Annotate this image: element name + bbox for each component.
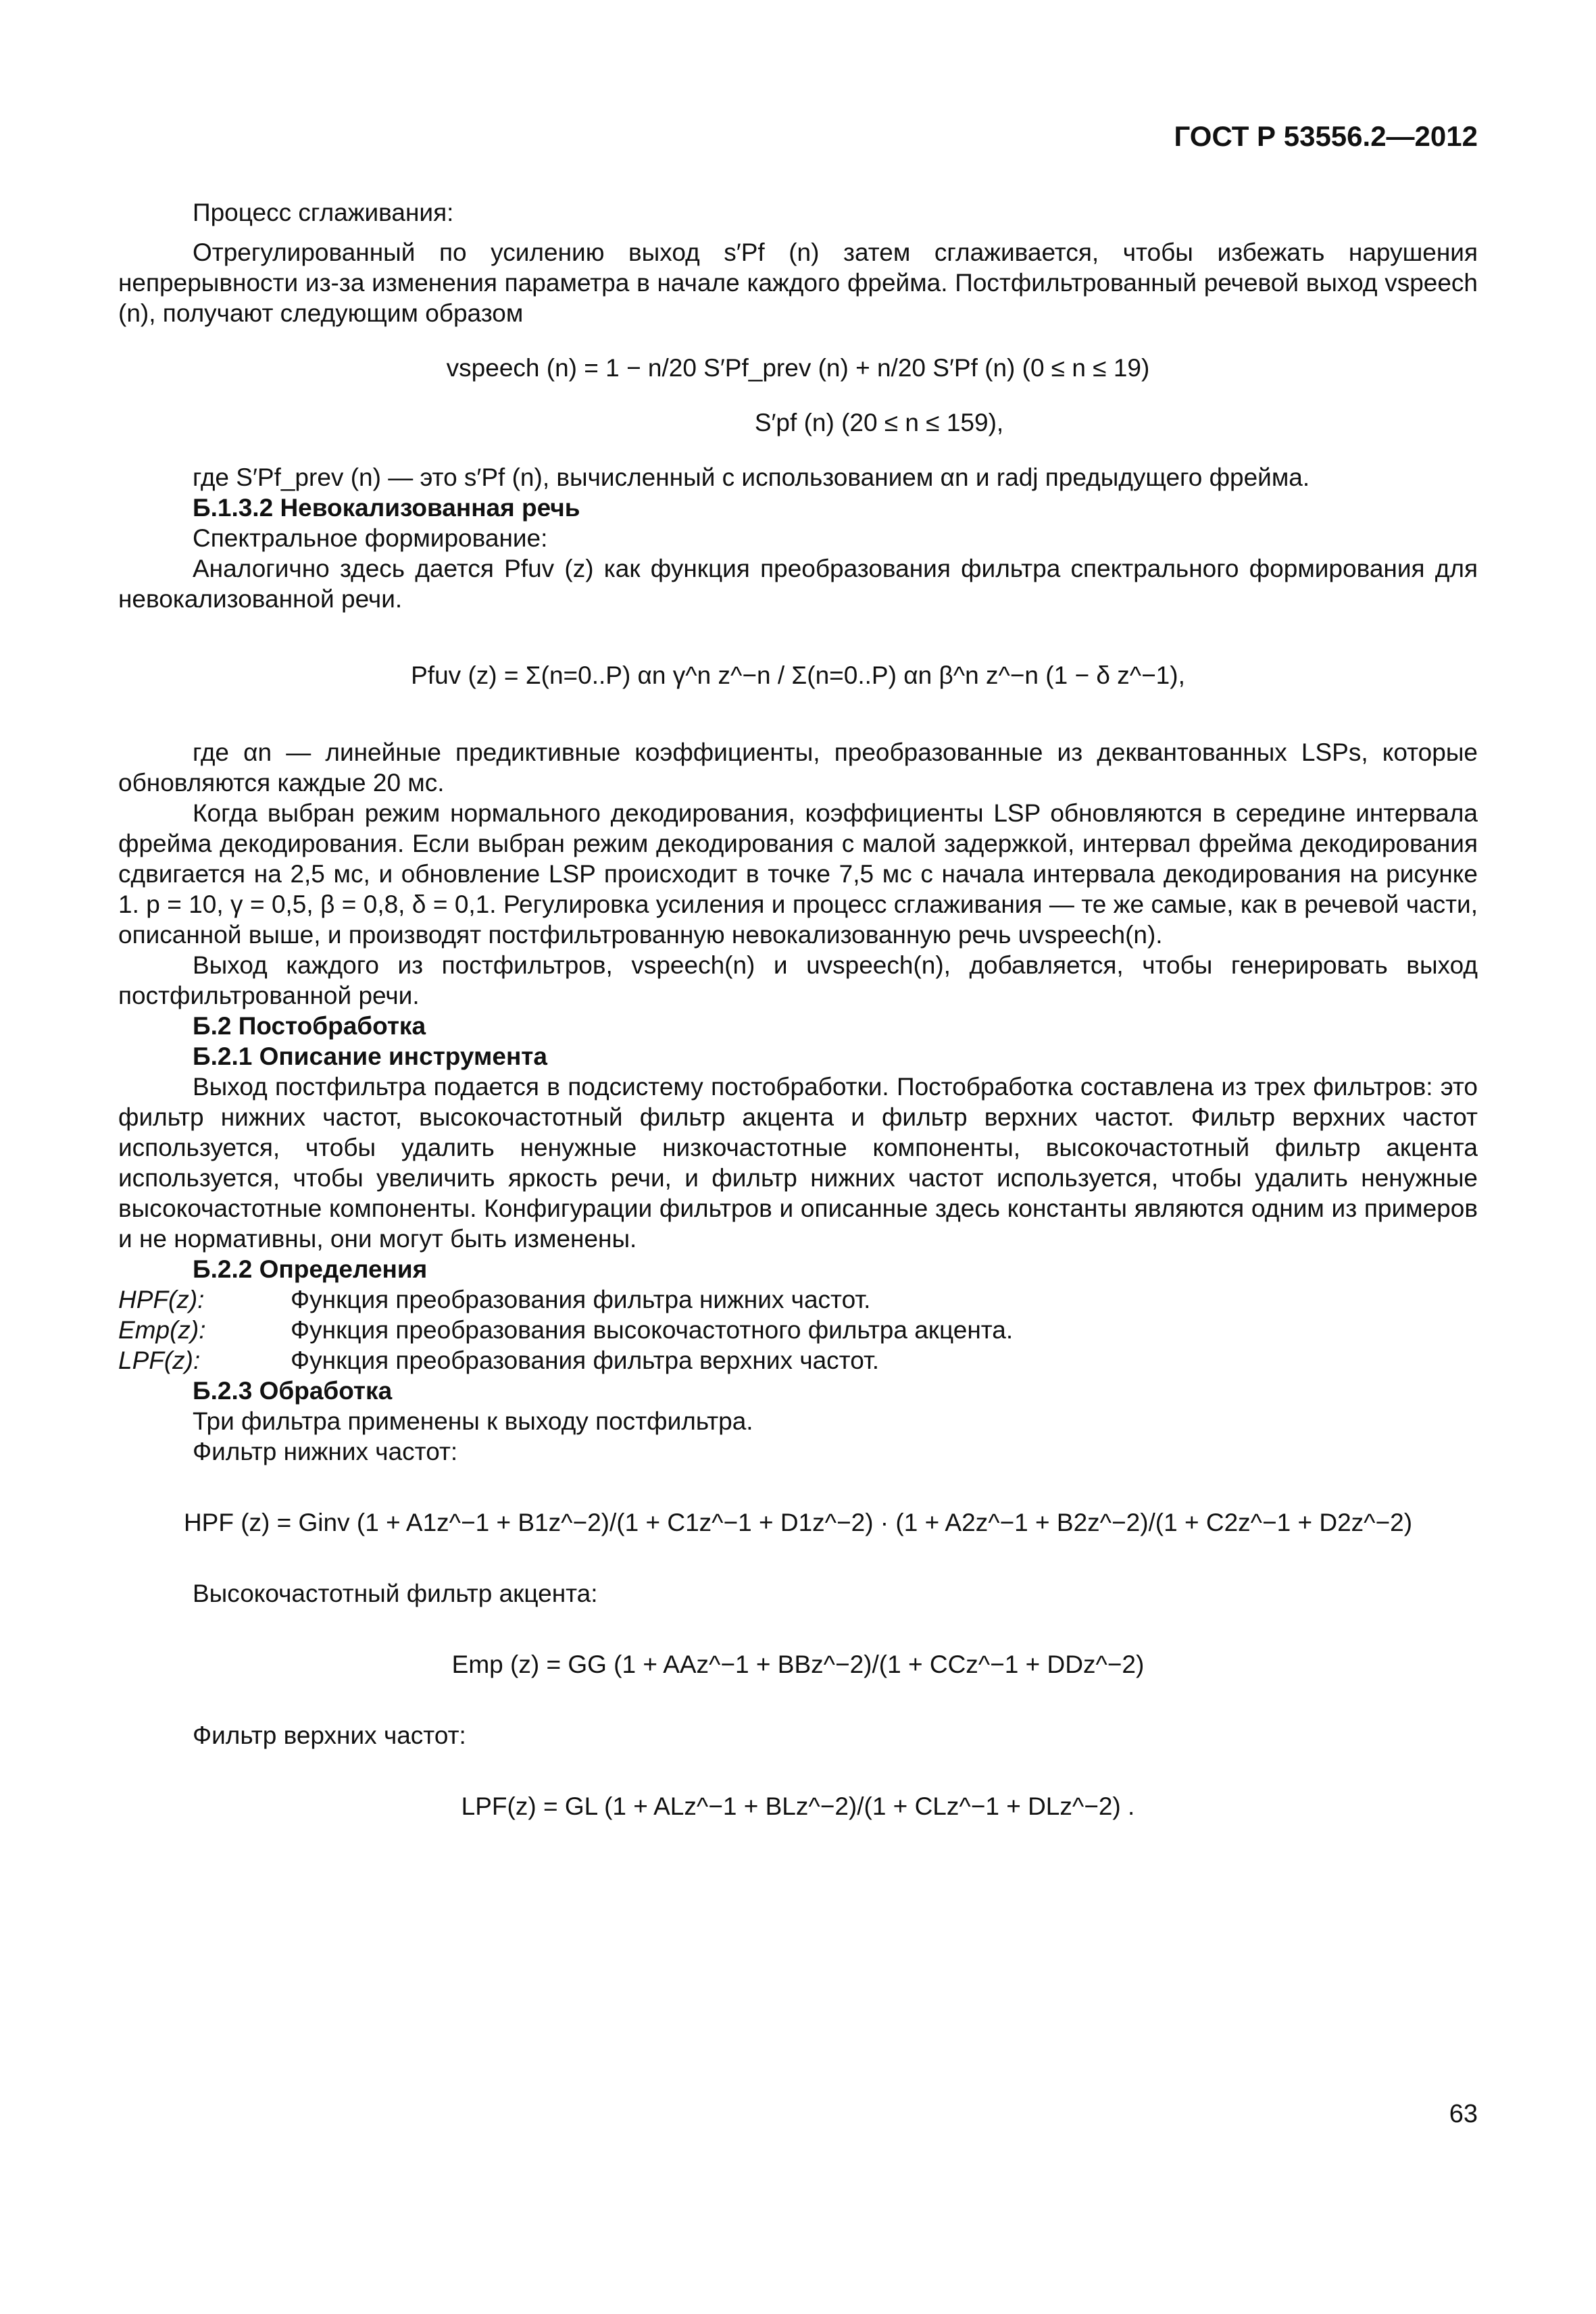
formula-hpf: HPF (z) = Ginv (1 + A1z^−1 + B1z^−2)/(1 + C1z^−1 + D1z^−2) · (1 + A2z^−1 + B2z^−2)/(1 + C2z^−1 + D2z^−2) [183,1509,1413,1536]
output-paragraph: Выход каждого из постфильтров, vspeech(n) и uvspeech(n), добавляется, чтобы генерировать выход постфильтрованной речи. [118,951,1478,1009]
spectral-heading: Спектральное формирование: [193,524,548,552]
tool-description: Выход постфильтра подается в подсистему постобработки. Постобработка составлена из трех фильтров: это фильтр нижних частот, высокочастотный фильтр акцента и фильтр верхних частот. Фильтр верхних частот используется, чтобы удалить ненужные низкочастотные компоненты, высокочастотный фильтр акцента используется, чтобы увеличить яркость речи, и фильтр нижних частот используется, чтобы удалить ненужные высокочастотные компоненты. Конфигурации фильтров и описанные здесь константы являются одним из примеров и не нормативны, они могут быть изменены. [118,1073,1478,1253]
section-b23: Б.2.3 Обработка [193,1377,393,1405]
highpass-heading: Фильтр верхних частот: [193,1721,466,1749]
decode-mode-paragraph: Когда выбран режим нормального декодирования, коэффициенты LSP обновляются в середине интервала фрейма декодирования. Если выбран режим декодирования с малой задержкой, интервал фрейма декодирования сдвигается на 2,5 мс, и обновление LSP происходит в точке 7,5 мс с начала интервала декодирования на рисунке 1. p = 10, γ = 0,5, β = 0,8, δ = 0,1. Регулировка усиления и процесс сглаживания — те же самые, как в речевой части, описанной выше, и производят постфильтрованную невокализованную речь uvspeech(n). [118,799,1478,949]
smoothing-heading: Процесс сглаживания: [193,199,454,226]
formula-pfuv: Pfuv (z) = Σ(n=0..P) αn γ^n z^−n / Σ(n=0..P) αn β^n z^−n (1 − δ z^−1), [411,661,1185,689]
where-clause-2: где αn — линейные предиктивные коэффициенты, преобразованные из деквантованных LSPs, которые обновляются каждые 20 мс. [118,738,1478,797]
section-b2: Б.2 Постобработка [193,1012,426,1040]
definition-row [118,1315,1478,1345]
definition-term: Emp(z): [118,1316,206,1344]
lowpass-heading: Фильтр нижних частот: [193,1438,458,1465]
spectral-text: Аналогично здесь дается Pfuv (z) как функция преобразования фильтра спектрального формирования для невокализованной речи. [118,555,1478,613]
definition-term: LPF(z): [118,1347,201,1374]
section-b22: Б.2.2 Определения [193,1255,428,1283]
formula-vspeech-line2: S′pf (n) (20 ≤ n ≤ 159), [754,409,1004,436]
definition-row [118,1345,1478,1376]
definition-row [118,1284,1478,1315]
document-body [118,197,1478,1821]
three-filters-text: Три фильтра применены к выходу постфильтра. [193,1407,753,1435]
definition-desc: Функция преобразования высокочастотного фильтра акцента. [291,1316,1014,1344]
definition-desc: Функция преобразования фильтра верхних частот. [291,1347,880,1374]
emphasis-heading: Высокочастотный фильтр акцента: [193,1580,598,1607]
definition-term: HPF(z): [118,1286,205,1313]
page-number: 63 [1449,2100,1478,2128]
where-clause-1: где S′Pf_prev (n) — это s′Pf (n), вычисленный с использованием αn и radj предыдущего фрейма. [193,463,1310,491]
standard-header: ГОСТ Р 53556.2—2012 [1174,120,1478,152]
formula-vspeech-line1: vspeech (n) = 1 − n/20 S′Pf_prev (n) + n/20 S′Pf (n) (0 ≤ n ≤ 19) [446,354,1150,382]
formula-lpf: LPF(z) = GL (1 + ALz^−1 + BLz^−2)/(1 + CLz^−1 + DLz^−2) . [461,1792,1135,1820]
section-b132: Б.1.3.2 Невокализованная речь [193,494,580,522]
formula-emp: Emp (z) = GG (1 + AAz^−1 + BBz^−2)/(1 + CCz^−1 + DDz^−2) [451,1651,1145,1678]
definition-desc: Функция преобразования фильтра нижних частот. [291,1286,871,1313]
section-b21: Б.2.1 Описание инструмента [193,1042,548,1070]
smoothing-text: Отрегулированный по усилению выход s′Pf (n) затем сглаживается, чтобы избежать нарушения непрерывности из-за изменения параметра в начале каждого фрейма. Постфильтрованный речевой выход vspeech (n), получают следующим образом [118,238,1478,327]
